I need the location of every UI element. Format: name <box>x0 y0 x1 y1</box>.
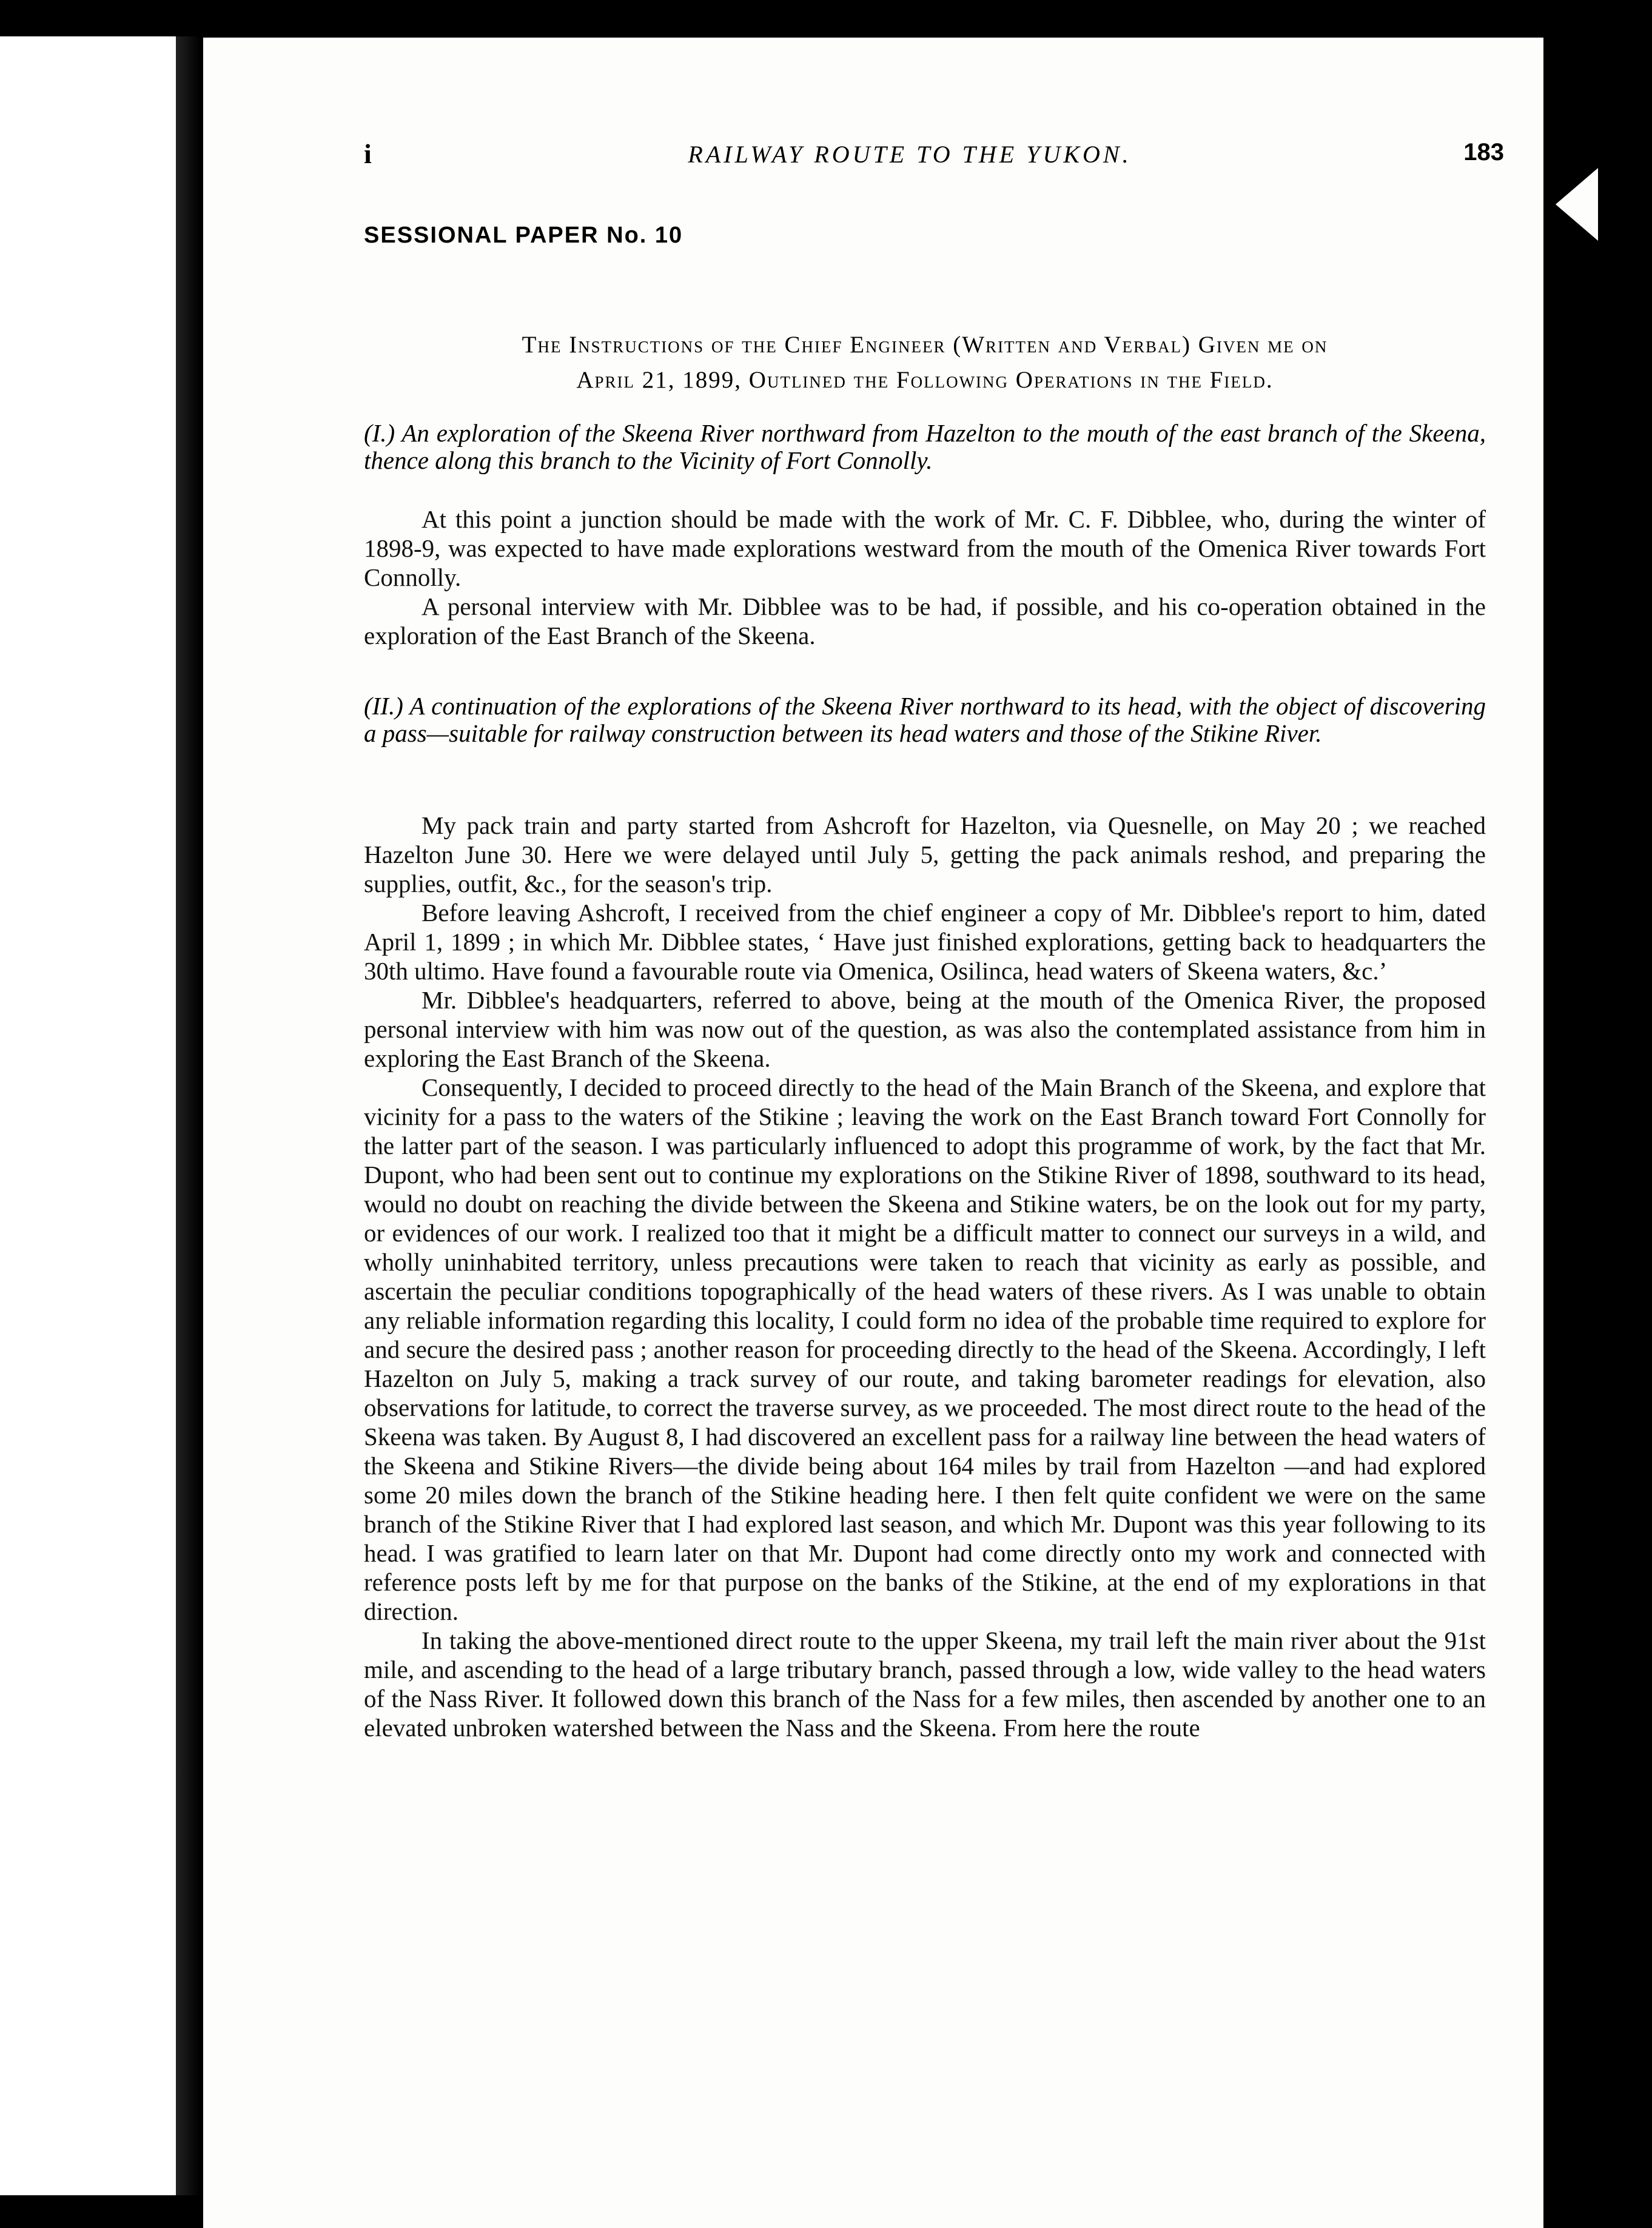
paragraph: Consequently, I decided to proceed directly to the head of the Main Branch of the Skeena, and explore that vicinity for a pass to the waters of the Stikine ; leaving the work on the East Branch toward Fort Connolly for the latter part of the season. I was particularly influenced to adopt this programme of work, by the fact that Mr. Dupont, who had been sent out to continue my explorations on the Stikine River of 1898, southward to its head, would no doubt on reaching the divide between the Skeena and Stikine waters, be on the look out for my party, or evidences of our work. I realized too that it might be a difficult matter to connect our surveys in a wild, and wholly uninhabited territory, unless precautions were taken to reach that vicinity as early as possible, and ascertain the peculiar conditions topographically of the head waters of these rivers. As I was unable to obtain any reliable information regarding this locality, I could form no idea of the probable time required to explore for and secure the desired pass ; another reason for proceeding directly to the head of the Skeena. Accordingly, I left Hazelton on July 5, making a track survey of our route, and taking barometer readings for elevation, also observations for latitude, to correct the traverse survey, as we proceeded. The most direct route to the head of the Skeena was taken. By August 8, I had discovered an excellent pass for a railway line between the head waters of the Skeena and Stikine Rivers—the divide being about 164 miles by trail from Hazelton —and had explored some 20 miles down the branch of the Stikine heading here. I then felt quite confident we were on the same branch of the Stikine River that I had explored last season, and which Mr. Dupont was this year following to its head. I was gratified to learn later on that Mr. Dupont had come directly onto my work and connected with reference posts left by me for that purpose on the banks of the Stikine, at the end of my explorations in that direction. <box>364 1073 1486 1625</box>
instructions-heading <box>364 327 1486 398</box>
paragraph-block-2 <box>364 811 1486 1742</box>
document-page <box>203 38 1598 2228</box>
page-right-edge <box>1543 38 1598 2228</box>
binding-shadow <box>176 36 200 2195</box>
paragraph: Mr. Dibblee's headquarters, referred to above, being at the mouth of the Omenica River, the proposed personal interview with him was now out of the question, as was also the contemplated assistance from him in exploring the East Branch of the Skeena. <box>364 986 1486 1072</box>
paragraph: Before leaving Ashcroft, I received from the chief engineer a copy of Mr. Dibblee's report to him, dated April 1, 1899 ; in which Mr. Dibblee states, ‘ Have just finished explorations, getting back to headquarters the 30th ultimo. Have found a favourable route via Omenica, Osilinca, head waters of Skeena waters, &c.’ <box>364 899 1486 985</box>
running-head-title: RAILWAY ROUTE TO THE YUKON. <box>688 141 1132 168</box>
page-number: 183 <box>1463 139 1504 166</box>
sessional-paper-label: SESSIONAL PAPER No. 10 <box>364 223 683 248</box>
paragraph: My pack train and party started from Ashcroft for Hazelton, via Quesnelle, on May 20 ; we reached Hazelton June 30. Here we were delayed until July 5, getting the pack animals reshod, and preparing the supplies, outfit, &c., for the season's trip. <box>364 811 1486 898</box>
section-2-text: A continuation of the explorations of the Skeena River northward to its head, with the object of discovering a pass—suitable for railway construction between its head waters and those of the Stikine River. <box>364 692 1486 747</box>
adjacent-page-edge <box>0 36 180 2195</box>
section-2-number: (II.) <box>364 692 403 720</box>
paragraph-block-1 <box>364 505 1486 650</box>
heading-line-2: April 21, 1899, Outlined the Following Operations in the Field. <box>576 367 1274 393</box>
paragraph: A personal interview with Mr. Dibblee was to be had, if possible, and his co-operation obtained in the exploration of the East Branch of the Skeena. <box>364 592 1486 649</box>
heading-line-1: The Instructions of the Chief Engineer (Written and Verbal) Given me on <box>522 332 1328 358</box>
section-1-number: (I.) <box>364 419 395 447</box>
section-1-text: An exploration of the Skeena River northward from Hazelton to the mouth of the east branch of the Skeena, thence along this branch to the Vicinity of Fort Connolly. <box>364 419 1486 474</box>
page-tab-notch <box>1556 168 1598 241</box>
section-1 <box>364 420 1486 474</box>
paragraph: In taking the above-mentioned direct route to the upper Skeena, my trail left the main river about the 91st mile, and ascending to the head of a large tributary branch, passed through a low, wide valley to the head waters of the Nass River. It followed down this branch of the Nass for a few miles, then ascended by another one to an elevated unbroken watershed between the Nass and the Skeena. From here the route <box>364 1626 1486 1742</box>
paragraph: At this point a junction should be made with the work of Mr. C. F. Dibblee, who, during the winter of 1898-9, was expected to have made explorations westward from the mouth of the Omenica River towards Fort Connolly. <box>364 505 1486 591</box>
running-head-left: i <box>364 138 372 169</box>
section-2 <box>364 693 1486 747</box>
running-head <box>364 138 1504 174</box>
